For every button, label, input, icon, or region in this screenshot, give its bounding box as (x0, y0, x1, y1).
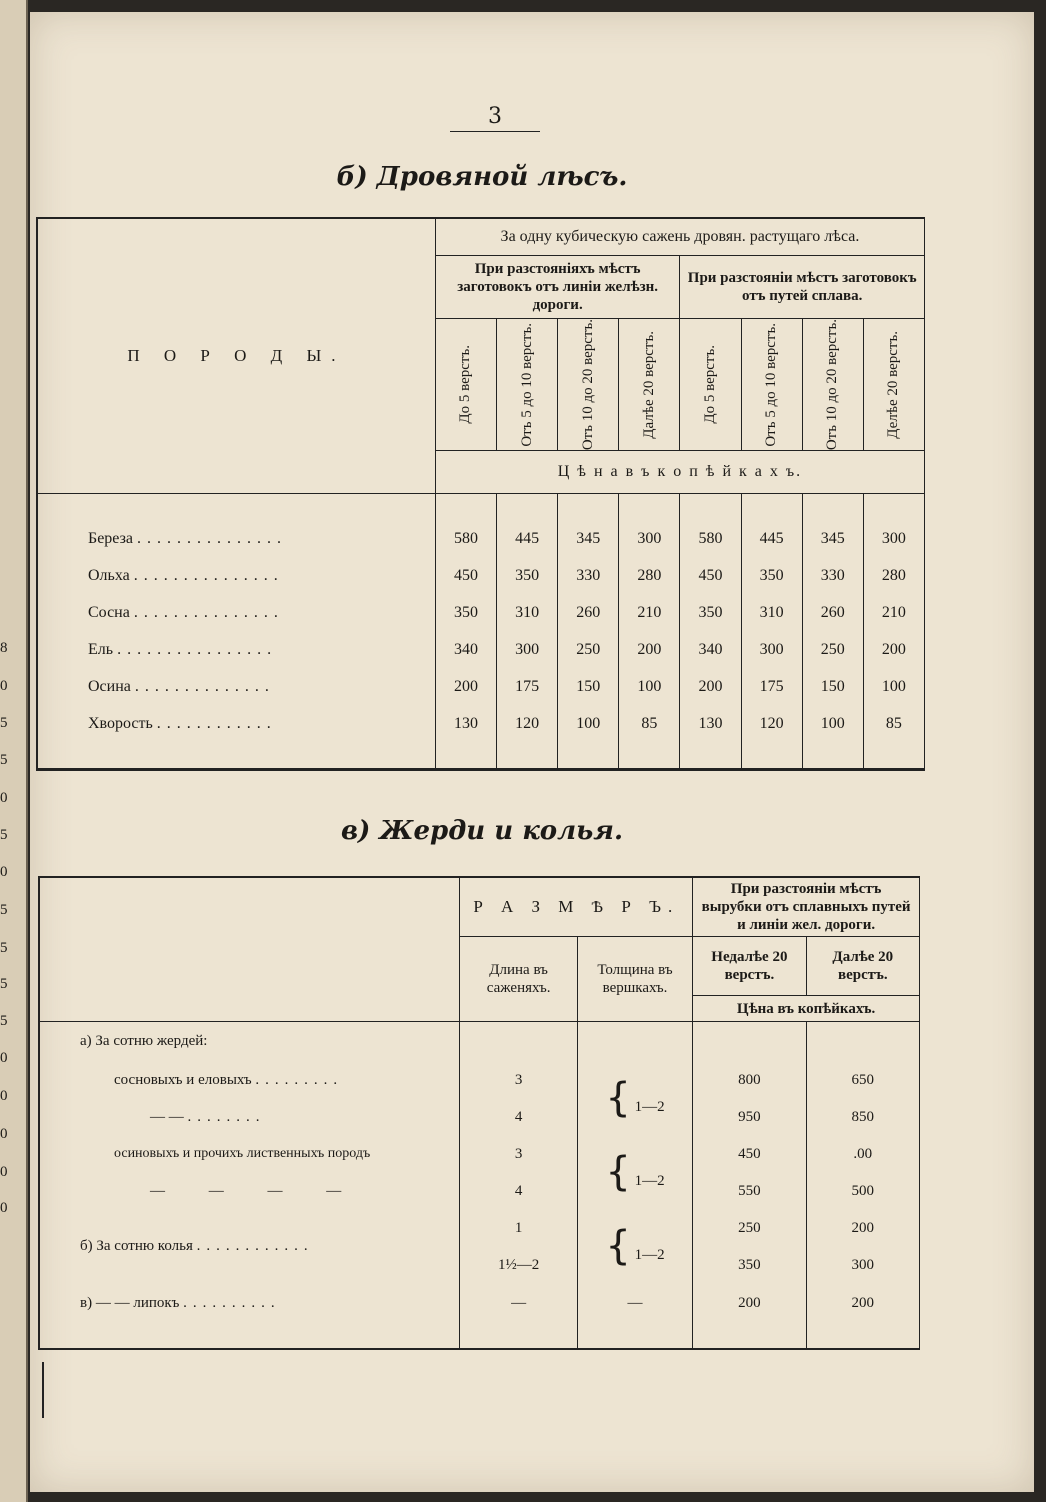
price-cell: 130 (435, 705, 496, 742)
previous-page-edge (0, 0, 28, 1502)
price-cell: 450 (435, 557, 496, 594)
table-row: Сосна ............... 350 310 260 210 350 310 260 210 (37, 594, 925, 631)
species-header: П О Р О Д Ы. (37, 218, 435, 494)
price-cell: 350 (741, 557, 802, 594)
price-cell: 85 (619, 705, 680, 742)
species-name: Ольха (88, 566, 130, 584)
margin-fragment: 5 (0, 752, 8, 768)
price-cell: 345 (802, 520, 863, 557)
row-label: осиновыхъ и прочихъ лиственныхъ породъ (39, 1136, 460, 1173)
row-label: — — — — (39, 1173, 460, 1210)
price-cell: 210 (863, 594, 924, 631)
sub-header: Отъ 10 до 20 верстъ. (802, 319, 863, 451)
price-cell: 120 (497, 705, 558, 742)
margin-fragment: 0 (0, 1088, 8, 1104)
far-price-cell: .00 (806, 1136, 919, 1173)
species-name: Сосна (88, 603, 130, 621)
price-cell: 200 (680, 668, 741, 705)
price-cell: 250 (558, 631, 619, 668)
margin-fragment: 0 (0, 790, 8, 806)
margin-fragment: 5 (0, 715, 8, 731)
price-unit-header: Ц ѣ н а в ъ к о п ѣ й к а х ъ. (435, 451, 924, 494)
price-cell: 100 (863, 668, 924, 705)
price-cell: 300 (497, 631, 558, 668)
far-price-cell: 650 (806, 1062, 919, 1099)
table-row (39, 1136, 920, 1173)
price-cell: 340 (435, 631, 496, 668)
length-cell: 3 (460, 1136, 577, 1173)
far-price-cell: 850 (806, 1099, 919, 1136)
far-price-cell: 300 (806, 1247, 919, 1284)
table-row: Хворость ............ 130 120 100 85 130 120 100 85 (37, 705, 925, 742)
section-c-title: в) Жерди и колья. (340, 816, 624, 846)
price-cell: 260 (558, 594, 619, 631)
rule-line (42, 1362, 44, 1418)
margin-fragment: 5 (0, 940, 8, 956)
near-price-cell: 550 (693, 1173, 806, 1210)
sub-header: Делѣе 20 верстъ. (863, 319, 924, 451)
far-price-cell: 500 (806, 1173, 919, 1210)
price-cell: 580 (435, 520, 496, 557)
table-row: б) За сотню колья ............ 1 { 1—2 250 200 (39, 1210, 920, 1247)
table-row: Осина .............. 200 175 150 100 200 175 150 100 (37, 668, 925, 705)
price-cell: 310 (741, 594, 802, 631)
price-cell: 250 (802, 631, 863, 668)
price-cell: 445 (497, 520, 558, 557)
price-cell: 200 (863, 631, 924, 668)
margin-fragment: 8 (0, 640, 8, 656)
length-cell: 1 (460, 1210, 577, 1247)
table-row: Ольха ............... 450 350 330 280 450 350 330 280 (37, 557, 925, 594)
length-cell: 1½—2 (460, 1247, 577, 1284)
price-cell: 330 (802, 557, 863, 594)
row-label: сосновыхъ и еловыхъ (114, 1071, 252, 1088)
near-header: Недалѣе 20 верстъ. (693, 937, 806, 996)
price-cell: 100 (558, 705, 619, 742)
price-cell: 300 (863, 520, 924, 557)
sub-header: Отъ 5 до 10 верстъ. (497, 319, 558, 451)
price-cell: 350 (435, 594, 496, 631)
thickness-cell: { 1—2 (577, 1210, 692, 1284)
sub-header: До 5 верстъ. (435, 319, 496, 451)
price-cell: 175 (497, 668, 558, 705)
price-cell: 345 (558, 520, 619, 557)
price-cell: 300 (619, 520, 680, 557)
table-row: Береза ............... 580 445 345 300 580 445 345 300 (37, 520, 925, 557)
document-page (30, 12, 1034, 1492)
price-cell: 210 (619, 594, 680, 631)
far-price-cell: 200 (806, 1210, 919, 1247)
row-label: в) — — липокъ (80, 1295, 180, 1311)
row-label: — — (150, 1108, 184, 1125)
firewood-price-table (36, 217, 925, 771)
margin-fragment: 5 (0, 827, 8, 843)
price-cell: 300 (741, 631, 802, 668)
section-b-title: б) Дровяной лѣсъ. (336, 162, 628, 192)
price-cell: 85 (863, 705, 924, 742)
length-cell: 3 (460, 1062, 577, 1099)
price-cell: 310 (497, 594, 558, 631)
sub-header: Отъ 5 до 10 верстъ. (741, 319, 802, 451)
margin-fragment: 0 (0, 1126, 8, 1142)
margin-fragment: 0 (0, 1200, 8, 1216)
margin-fragment: 5 (0, 976, 8, 992)
price-cell: 100 (802, 705, 863, 742)
far-header: Далѣе 20 верстъ. (806, 937, 919, 996)
near-price-cell: 350 (693, 1247, 806, 1284)
length-cell: 4 (460, 1173, 577, 1210)
margin-fragment: 0 (0, 678, 8, 694)
price-cell: 450 (680, 557, 741, 594)
label-column-header (39, 877, 460, 1022)
table-row: в) — — липокъ .......... — — 200 200 (39, 1284, 920, 1324)
margin-fragment: 5 (0, 902, 8, 918)
near-price-cell: 200 (693, 1284, 806, 1324)
price-cell: 580 (680, 520, 741, 557)
margin-fragment: 5 (0, 1013, 8, 1029)
table-row: сосновыхъ и еловыхъ ......... 3 { 1—2 800 650 (39, 1062, 920, 1099)
table-row (39, 1022, 920, 1062)
thickness-cell: { 1—2 (577, 1062, 692, 1136)
length-cell: 4 (460, 1099, 577, 1136)
distance-header: При разстоянiи мѣстъ вырубки отъ сплавныхъ путей и линiи жел. дороги. (693, 877, 920, 937)
sub-header: До 5 верстъ. (680, 319, 741, 451)
price-cell: 200 (619, 631, 680, 668)
price-cell: 445 (741, 520, 802, 557)
thickness-header: Толщина въ вершкахъ. (577, 937, 692, 1022)
near-price-cell: 250 (693, 1210, 806, 1247)
sub-header: Далѣе 20 верстъ. (619, 319, 680, 451)
margin-fragment: 0 (0, 1050, 8, 1066)
group-header-rafting: При разстоянiи мѣстъ заготовокъ отъ путей сплава. (680, 256, 925, 319)
group-header-railway: При разстоянiяхъ мѣстъ заготовокъ отъ линiи желѣзн. дороги. (435, 256, 680, 319)
size-header: Р А З М Ѣ Р Ъ. (460, 877, 693, 937)
near-price-cell: 950 (693, 1099, 806, 1136)
price-cell: 130 (680, 705, 741, 742)
margin-fragment: 0 (0, 1164, 8, 1180)
table-row (39, 1173, 920, 1210)
far-price-cell: 200 (806, 1284, 919, 1324)
table-row: Ель ................ 340 300 250 200 340 300 250 200 (37, 631, 925, 668)
price-cell: 280 (863, 557, 924, 594)
price-cell: 150 (802, 668, 863, 705)
species-name: Осина (88, 677, 131, 695)
price-cell: 120 (741, 705, 802, 742)
price-unit-header: Цѣна въ копѣйкахъ. (693, 996, 920, 1022)
thickness-cell: { 1—2 (577, 1136, 692, 1210)
price-cell: 100 (619, 668, 680, 705)
price-cell: 175 (741, 668, 802, 705)
price-cell: 350 (497, 557, 558, 594)
species-name: Ель (88, 640, 114, 658)
price-cell: 260 (802, 594, 863, 631)
price-cell: 200 (435, 668, 496, 705)
top-header: За одну кубическую сажень дровян. растущаго лѣса. (435, 218, 924, 256)
near-price-cell: 450 (693, 1136, 806, 1173)
length-header: Длина въ саженяхъ. (460, 937, 577, 1022)
length-cell: — (460, 1284, 577, 1324)
price-cell: 280 (619, 557, 680, 594)
price-cell: 340 (680, 631, 741, 668)
species-name: Береза (88, 529, 134, 547)
thickness-cell: — (577, 1284, 692, 1324)
species-name: Хворость (88, 714, 153, 732)
sub-header: Отъ 10 до 20 верстъ. (558, 319, 619, 451)
poles-price-table (38, 876, 920, 1350)
price-cell: 150 (558, 668, 619, 705)
margin-fragment: 0 (0, 864, 8, 880)
row-label: б) За сотню колья (80, 1238, 193, 1254)
page-number: 3 (450, 104, 540, 132)
table-row: — — ........ 4 950 850 (39, 1099, 920, 1136)
price-cell: 330 (558, 557, 619, 594)
row-label: а) За сотню жердей: (39, 1022, 460, 1062)
price-cell: 350 (680, 594, 741, 631)
near-price-cell: 800 (693, 1062, 806, 1099)
